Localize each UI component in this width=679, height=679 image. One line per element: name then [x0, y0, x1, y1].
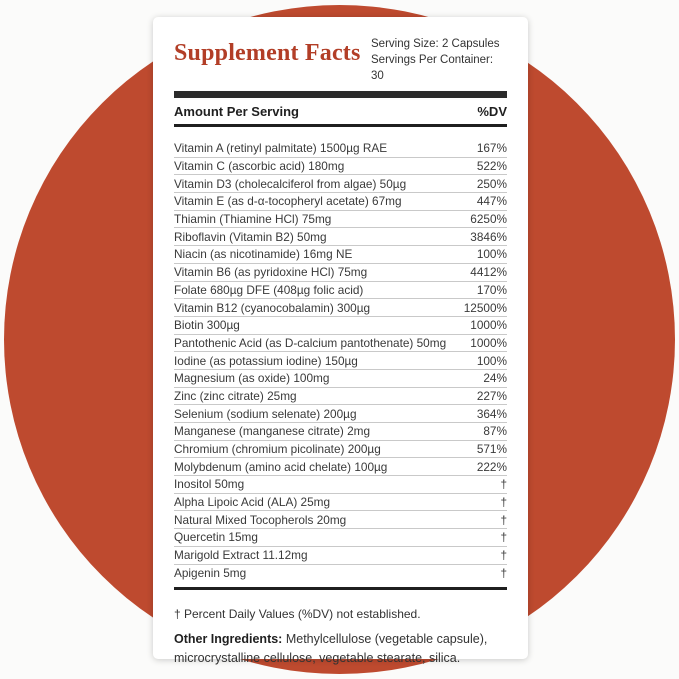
table-row — [174, 246, 507, 264]
row-dv: 522% — [476, 159, 507, 174]
row-dv: 447% — [476, 194, 507, 209]
table-row — [174, 370, 507, 388]
table-row — [174, 158, 507, 176]
row-nutrient: Vitamin D3 (cholecalciferol from algae) 50µg — [174, 176, 407, 191]
row-dv: † — [500, 548, 507, 563]
row-nutrient: Molybdenum (amino acid chelate) 100µg — [174, 459, 388, 474]
table-row — [174, 352, 507, 370]
row-nutrient: Marigold Extract 11.12mg — [174, 548, 308, 563]
row-dv: 250% — [476, 176, 507, 191]
row-nutrient: Apigenin 5mg — [174, 566, 247, 581]
panel-header — [174, 30, 507, 84]
row-nutrient: Riboflavin (Vitamin B2) 50mg — [174, 229, 327, 244]
row-nutrient: Pantothenic Acid (as D-calcium pantothenate) 50mg — [174, 335, 447, 350]
row-dv: 170% — [476, 282, 507, 297]
row-nutrient: Vitamin B12 (cyanocobalamin) 300µg — [174, 300, 371, 315]
row-nutrient: Niacin (as nicotinamide) 16mg NE — [174, 247, 353, 262]
row-dv: † — [500, 495, 507, 510]
row-dv: 222% — [476, 459, 507, 474]
row-nutrient: Vitamin E (as d-α-tocopheryl acetate) 67mg — [174, 194, 402, 209]
other-ingredients-label: Other Ingredients: — [174, 631, 283, 646]
table-row — [174, 388, 507, 406]
supplement-facts-title: Supplement Facts — [174, 40, 361, 66]
row-dv: 571% — [476, 442, 507, 457]
table-row — [174, 511, 507, 529]
table-row — [174, 140, 507, 158]
serving-info — [371, 30, 507, 84]
row-nutrient: Alpha Lipoic Acid (ALA) 25mg — [174, 495, 331, 510]
row-dv: 3846% — [470, 229, 507, 244]
table-row — [174, 193, 507, 211]
row-nutrient: Folate 680µg DFE (408µg folic acid) — [174, 282, 364, 297]
table-row — [174, 441, 507, 459]
row-dv: 364% — [476, 406, 507, 421]
row-dv: 1000% — [470, 335, 507, 350]
table-row — [174, 211, 507, 229]
row-dv: 100% — [476, 353, 507, 368]
table-row — [174, 476, 507, 494]
row-dv: 4412% — [470, 265, 507, 280]
percent-dv-header: %DV — [477, 104, 507, 119]
table-row — [174, 299, 507, 317]
header-divider-bar — [174, 91, 507, 98]
other-ingredients-text: Methylcellulose (vegetable capsule), microcrystalline cellulose, vegetable stearate, silica. — [174, 631, 488, 665]
row-nutrient: Manganese (manganese citrate) 2mg — [174, 424, 371, 439]
row-nutrient: Vitamin A (retinyl palmitate) 1500µg RAE — [174, 141, 388, 156]
servings-per-container-text: Servings Per Container: 30 — [371, 54, 494, 82]
table-row — [174, 494, 507, 512]
row-nutrient: Iodine (as potassium iodine) 150µg — [174, 353, 358, 368]
row-nutrient: Selenium (sodium selenate) 200µg — [174, 406, 357, 421]
other-ingredients — [174, 630, 507, 668]
facts-rows — [174, 140, 507, 582]
table-row — [174, 458, 507, 476]
row-nutrient: Vitamin C (ascorbic acid) 180mg — [174, 159, 345, 174]
table-row — [174, 175, 507, 193]
column-header-row — [174, 98, 507, 127]
row-dv: † — [500, 512, 507, 527]
row-dv: 1000% — [470, 318, 507, 333]
row-nutrient: Inositol 50mg — [174, 477, 245, 492]
row-dv: 167% — [476, 141, 507, 156]
row-nutrient: Magnesium (as oxide) 100mg — [174, 371, 330, 386]
dv-not-established-footnote: † Percent Daily Values (%DV) not established. — [174, 606, 421, 621]
row-dv: † — [500, 566, 507, 581]
table-row — [174, 547, 507, 565]
row-dv: 87% — [483, 424, 507, 439]
row-dv: 227% — [476, 388, 507, 403]
table-row — [174, 282, 507, 300]
row-nutrient: Thiamin (Thiamine HCl) 75mg — [174, 212, 332, 227]
table-row — [174, 405, 507, 423]
row-nutrient: Biotin 300µg — [174, 318, 240, 333]
table-row — [174, 335, 507, 353]
serving-size-text: Serving Size: 2 Capsules — [371, 38, 500, 50]
table-end-rule — [174, 587, 507, 590]
row-dv: † — [500, 477, 507, 492]
row-nutrient: Chromium (chromium picolinate) 200µg — [174, 442, 381, 457]
row-nutrient: Quercetin 15mg — [174, 530, 258, 545]
supplement-facts-panel — [153, 17, 528, 665]
row-dv: 100% — [476, 247, 507, 262]
row-dv: 24% — [483, 371, 507, 386]
row-nutrient: Zinc (zinc citrate) 25mg — [174, 388, 297, 403]
row-nutrient: Vitamin B6 (as pyridoxine HCl) 75mg — [174, 265, 368, 280]
row-dv: † — [500, 530, 507, 545]
amount-per-serving-header: Amount Per Serving — [174, 104, 299, 119]
table-row — [174, 565, 507, 583]
table-row — [174, 317, 507, 335]
table-row — [174, 228, 507, 246]
table-row — [174, 529, 507, 547]
row-dv: 6250% — [470, 212, 507, 227]
table-row — [174, 423, 507, 441]
row-nutrient: Natural Mixed Tocopherols 20mg — [174, 512, 347, 527]
table-row — [174, 264, 507, 282]
row-dv: 12500% — [463, 300, 507, 315]
